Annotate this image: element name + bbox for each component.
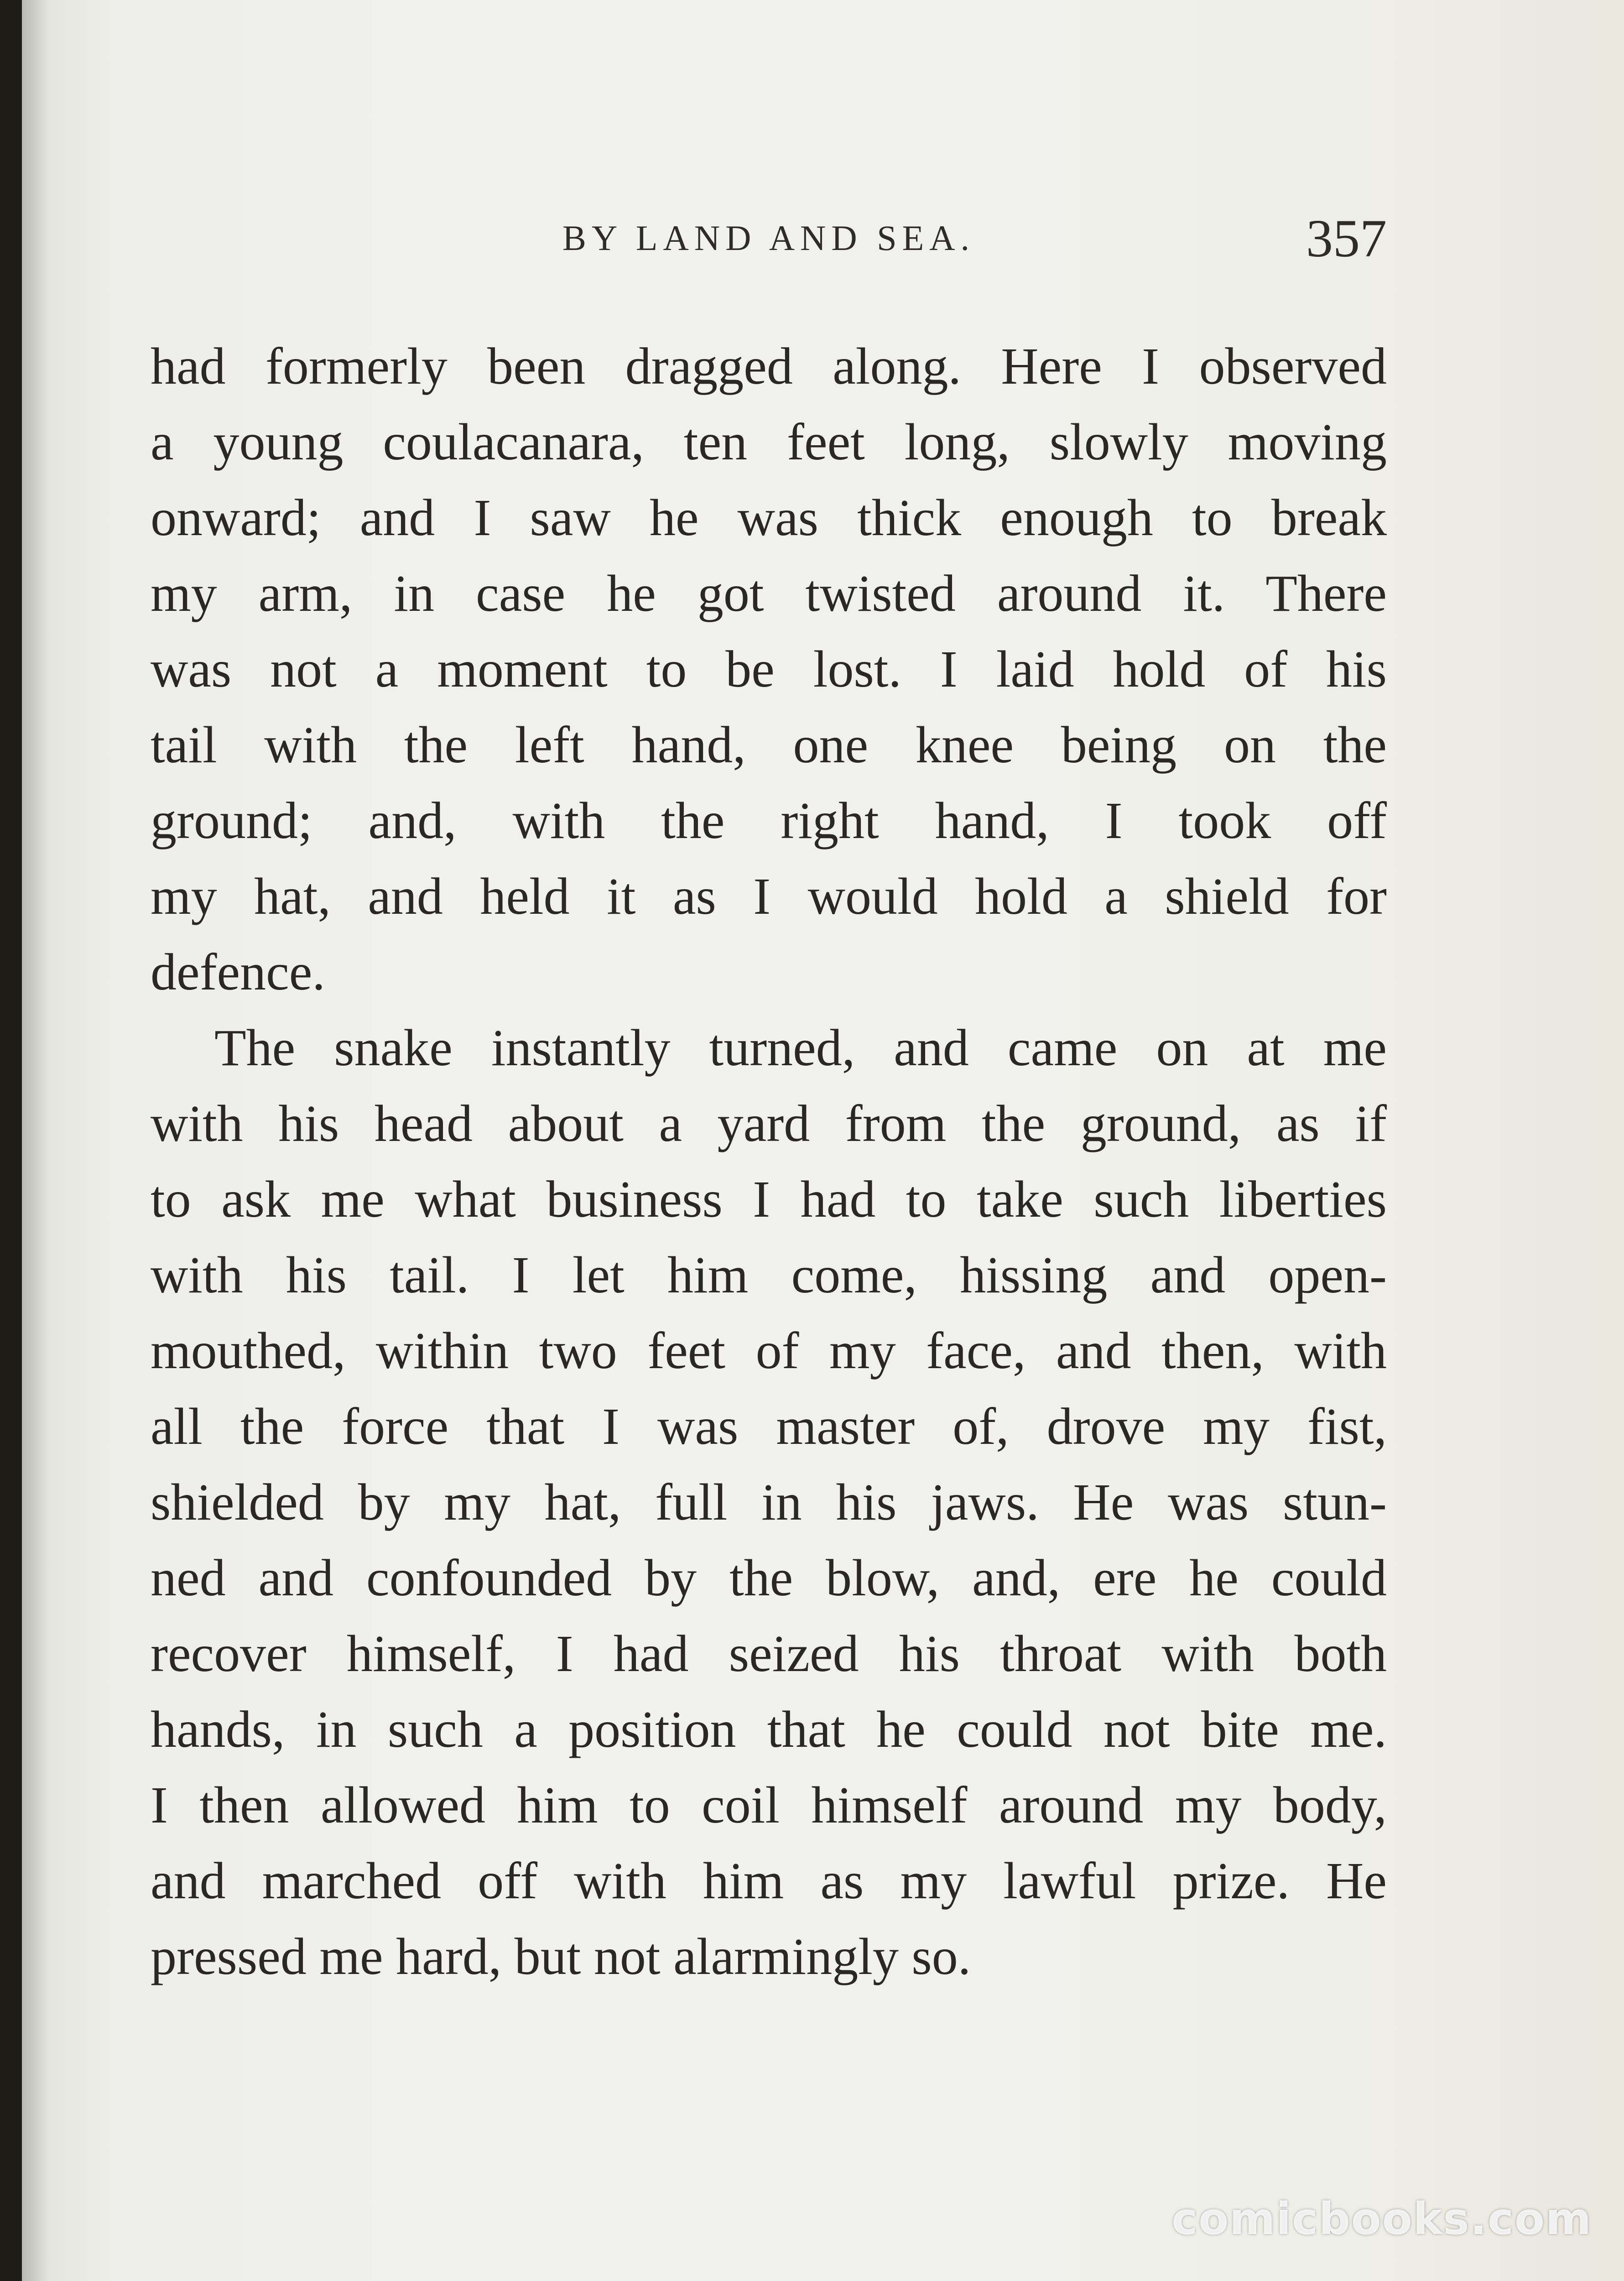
running-head: [151, 208, 1387, 268]
running-title: BY LAND AND SEA.: [562, 218, 975, 258]
text-line: ned and confounded by the blow, and, ere he could: [151, 1549, 1387, 1607]
text-line: my arm, in case he got twisted around it. There: [151, 564, 1387, 622]
text-line: with his head about a yard from the ground, as if: [151, 1094, 1387, 1152]
text-line: ground; and, with the right hand, I took off: [151, 792, 1387, 849]
text-line: a young coulacanara, ten feet long, slowly moving: [151, 413, 1387, 471]
text-line: my hat, and held it as I would hold a shield for: [151, 867, 1387, 925]
page-number: 357: [1306, 208, 1387, 268]
text-line: was not a moment to be lost. I laid hold of his: [151, 640, 1387, 698]
text-line: hands, in such a position that he could not bite me.: [151, 1700, 1387, 1758]
text-line: all the force that I was master of, drove my fist,: [151, 1397, 1387, 1455]
body-text: [151, 328, 1387, 2016]
text-line: mouthed, within two feet of my face, and then, with: [151, 1322, 1387, 1380]
text-line: recover himself, I had seized his throat with both: [151, 1625, 1387, 1682]
text-line: I then allowed him to coil himself around my body,: [151, 1776, 1387, 1834]
book-page: [22, 0, 1624, 2281]
spine-shadow: [22, 0, 49, 2281]
text-line: onward; and I saw he was thick enough to break: [151, 489, 1387, 547]
text-line: pressed me hard, but not alarmingly so.: [151, 1927, 971, 1985]
paragraph-first-line: The snake instantly turned, and came on at me: [214, 1019, 1387, 1077]
text-line: defence.: [151, 943, 325, 1001]
text-line: with his tail. I let him come, hissing and open-: [151, 1246, 1387, 1304]
text-line: had formerly been dragged along. Here I observed: [151, 337, 1387, 395]
text-line: and marched off with him as my lawful prize. He: [151, 1852, 1387, 1910]
watermark: comicbooks.com: [1171, 2193, 1592, 2245]
text-line: tail with the left hand, one knee being on the: [151, 716, 1387, 774]
text-line: to ask me what business I had to take such liberties: [151, 1170, 1387, 1228]
text-line: shielded by my hat, full in his jaws. He was stun-: [151, 1473, 1387, 1531]
